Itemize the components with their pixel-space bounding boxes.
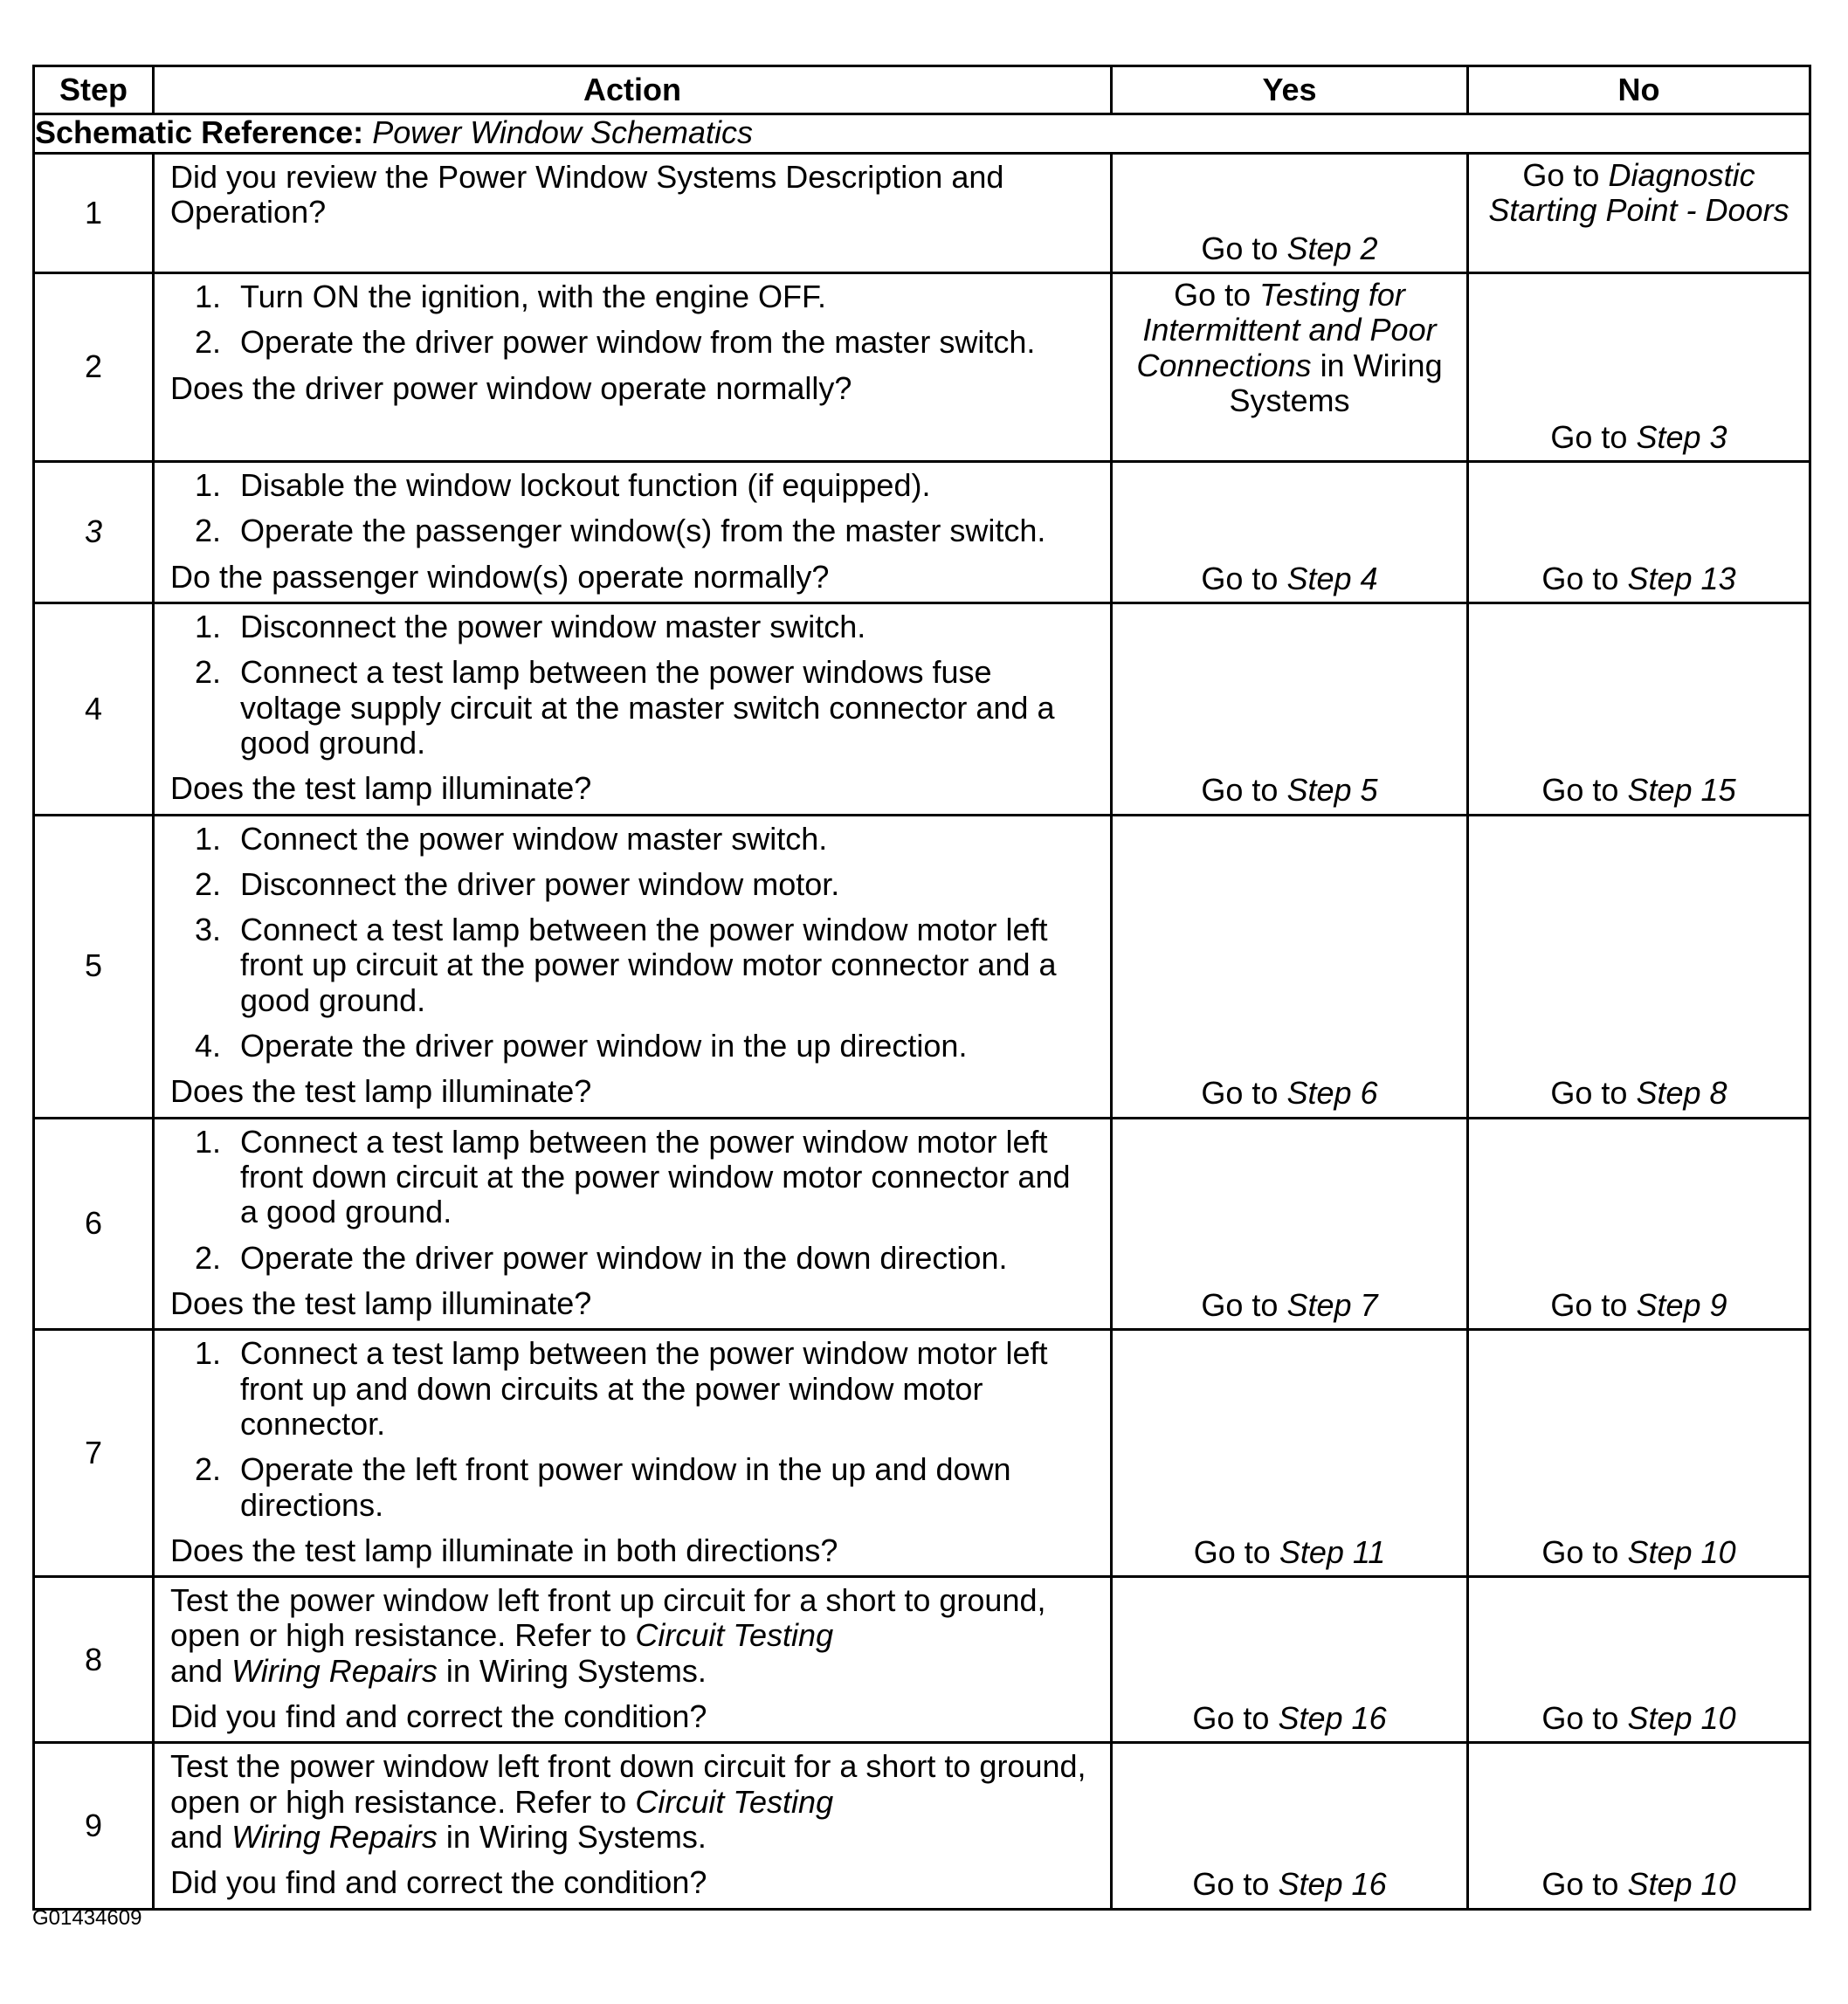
- step-number: 2: [34, 273, 154, 462]
- question-text: Does the test lamp illuminate?: [170, 1284, 592, 1321]
- substep: 1. Connect the power window master switch.: [195, 820, 828, 857]
- action-cell: [154, 1743, 1112, 1909]
- no-cell: [1468, 1118, 1810, 1330]
- wiring-repairs-link[interactable]: Wiring Repairs: [231, 1819, 438, 1855]
- schematic-reference: [34, 114, 1810, 154]
- yes-prefix: Go to: [1174, 277, 1252, 313]
- yes-prefix: Go to: [1193, 1533, 1271, 1570]
- circuit-testing-link[interactable]: Circuit Testing: [635, 1617, 834, 1654]
- substep-list: [170, 279, 1094, 361]
- header-no: No: [1468, 66, 1810, 114]
- no-prefix: Go to: [1541, 772, 1619, 809]
- yes-link[interactable]: Step 11: [1279, 1533, 1386, 1570]
- substep: 1. Disconnect the power window master switch.: [195, 608, 866, 644]
- table-row: [34, 462, 1810, 603]
- substep: 2. Operate the passenger window(s) from the master switch.: [195, 513, 1046, 549]
- step-number: 5: [34, 815, 154, 1118]
- substep: 2. Connect a test lamp between the power windows fuse voltage supply circuit at the master switch connector and a good ground.: [195, 654, 1055, 761]
- substep: 1. Disable the window lockout function (if equipped).: [195, 467, 931, 503]
- substep-list: [170, 468, 1094, 549]
- question-text: Does the test lamp illuminate in both directions?: [170, 1532, 838, 1568]
- substep: 2. Operate the driver power window in the down direction.: [195, 1239, 1008, 1276]
- action-cell: [154, 1330, 1112, 1577]
- no-cell: [1468, 273, 1810, 462]
- substep-list: [170, 609, 1094, 761]
- substep: 2. Disconnect the driver power window motor.: [195, 865, 840, 902]
- step-number: 1: [34, 154, 154, 273]
- no-link[interactable]: Diagnostic Starting Point - Doors: [1488, 157, 1789, 229]
- action-cell: [154, 1118, 1112, 1330]
- no-prefix: Go to: [1541, 1700, 1619, 1737]
- yes-prefix: Go to: [1201, 1075, 1279, 1112]
- yes-prefix: Go to: [1201, 1286, 1279, 1323]
- yes-cell: [1112, 1330, 1468, 1577]
- no-link[interactable]: Step 9: [1636, 1286, 1727, 1323]
- yes-link[interactable]: Step 2: [1286, 230, 1378, 266]
- substep: 3. Connect a test lamp between the power window motor left front up circuit at the power window motor connector and a good ground.: [195, 912, 1057, 1018]
- yes-cell: [1112, 273, 1468, 462]
- action-cell: [154, 273, 1112, 462]
- action-cell: [154, 154, 1112, 273]
- no-link[interactable]: Step 10: [1627, 1533, 1736, 1570]
- action-cell: [154, 603, 1112, 815]
- schematic-link[interactable]: Power Window Schematics: [372, 114, 754, 150]
- no-link[interactable]: Step 8: [1636, 1075, 1727, 1112]
- substep: 4. Operate the driver power window in the up direction.: [195, 1028, 968, 1064]
- header-step: Step: [34, 66, 154, 114]
- no-cell: [1468, 462, 1810, 603]
- header-yes: Yes: [1112, 66, 1468, 114]
- no-cell: [1468, 154, 1810, 273]
- no-cell: [1468, 1743, 1810, 1909]
- yes-cell: [1112, 462, 1468, 603]
- no-prefix: Go to: [1550, 1075, 1628, 1112]
- no-link[interactable]: Step 3: [1636, 418, 1727, 455]
- yes-link[interactable]: Step 16: [1278, 1866, 1387, 1903]
- no-cell: [1468, 1577, 1810, 1743]
- schematic-label: Schematic Reference:: [35, 114, 364, 150]
- substep-list: [170, 1125, 1094, 1276]
- figure-code: G01434609: [32, 1906, 142, 1930]
- question-text: Does the test lamp illuminate?: [170, 770, 592, 807]
- no-link[interactable]: Step 10: [1627, 1866, 1736, 1903]
- table-row: [34, 1118, 1810, 1330]
- no-link[interactable]: Step 15: [1627, 772, 1736, 809]
- step-number: 3: [34, 462, 154, 603]
- question-text: Do the passenger window(s) operate normally?: [170, 558, 830, 595]
- yes-link[interactable]: Step 7: [1286, 1286, 1378, 1323]
- yes-cell: [1112, 815, 1468, 1118]
- yes-link[interactable]: Testing for Intermittent and Poor Connections: [1136, 277, 1437, 383]
- table-row: [34, 815, 1810, 1118]
- no-prefix: Go to: [1541, 560, 1619, 596]
- question-text: Does the test lamp illuminate?: [170, 1073, 592, 1110]
- action-cell: [154, 462, 1112, 603]
- table-row: [34, 1743, 1810, 1909]
- step-number: 7: [34, 1330, 154, 1577]
- no-link[interactable]: Step 10: [1627, 1700, 1736, 1737]
- action-text: Test the power window left front down circuit for a short to ground, open or high resistance. Refer to Circuit Testing and Wiring Repairs in Wiring Systems.: [170, 1748, 1086, 1855]
- no-prefix: Go to: [1550, 418, 1628, 455]
- no-prefix: Go to: [1550, 1286, 1628, 1323]
- yes-cell: [1112, 603, 1468, 815]
- substep: 1. Connect a test lamp between the power window motor left front up and down circuits at the power window motor connector.: [195, 1335, 1048, 1442]
- circuit-testing-link[interactable]: Circuit Testing: [635, 1783, 834, 1820]
- substep-list: [170, 1336, 1094, 1523]
- no-cell: [1468, 1330, 1810, 1577]
- yes-cell: [1112, 1577, 1468, 1743]
- yes-prefix: Go to: [1201, 772, 1279, 809]
- no-prefix: Go to: [1541, 1533, 1619, 1570]
- no-cell: [1468, 603, 1810, 815]
- step-number: 9: [34, 1743, 154, 1909]
- no-prefix: Go to: [1541, 1866, 1619, 1903]
- yes-cell: [1112, 1743, 1468, 1909]
- question-text: Did you find and correct the condition?: [170, 1698, 707, 1735]
- yes-prefix: Go to: [1201, 230, 1279, 266]
- header-action: Action: [154, 66, 1112, 114]
- yes-link[interactable]: Step 5: [1286, 772, 1378, 809]
- question-text: Does the driver power window operate normally?: [170, 369, 852, 406]
- action-cell: [154, 1577, 1112, 1743]
- schematic-reference-row: [34, 114, 1810, 154]
- yes-cell: [1112, 154, 1468, 273]
- wiring-repairs-link[interactable]: Wiring Repairs: [231, 1652, 438, 1689]
- table-row: [34, 154, 1810, 273]
- substep-list: [170, 822, 1094, 1064]
- yes-prefix: Go to: [1201, 560, 1279, 596]
- action-cell: [154, 815, 1112, 1118]
- action-text: Test the power window left front up circuit for a short to ground, open or high resistance. Refer to Circuit Testing and Wiring Repairs in Wiring Systems.: [170, 1582, 1046, 1689]
- yes-suffix: in Wiring Systems: [1229, 347, 1443, 418]
- diagnostic-table: [32, 65, 1811, 1911]
- table-row: [34, 273, 1810, 462]
- step-number: 6: [34, 1118, 154, 1330]
- no-cell: [1468, 815, 1810, 1118]
- substep: 1. Turn ON the ignition, with the engine OFF.: [195, 279, 826, 314]
- table-row: [34, 1330, 1810, 1577]
- step-number: 4: [34, 603, 154, 815]
- yes-cell: [1112, 1118, 1468, 1330]
- table-header-row: [34, 66, 1810, 114]
- yes-prefix: Go to: [1192, 1700, 1270, 1737]
- step-number: 8: [34, 1577, 154, 1743]
- action-text: Did you review the Power Window Systems Description and Operation?: [170, 159, 1004, 231]
- yes-link[interactable]: Step 6: [1286, 1075, 1378, 1112]
- table-row: [34, 603, 1810, 815]
- yes-prefix: Go to: [1192, 1866, 1270, 1903]
- substep: 2. Operate the left front power window in the up and down directions.: [195, 1451, 1011, 1523]
- substep: 2. Operate the driver power window from the master switch.: [195, 324, 1036, 361]
- no-link[interactable]: Step 13: [1627, 560, 1736, 596]
- no-prefix: Go to: [1522, 157, 1600, 193]
- table-row: [34, 1577, 1810, 1743]
- yes-link[interactable]: Step 4: [1286, 560, 1378, 596]
- question-text: Did you find and correct the condition?: [170, 1864, 707, 1901]
- yes-link[interactable]: Step 16: [1278, 1700, 1387, 1737]
- substep: 1. Connect a test lamp between the power window motor left front down circuit at the power window motor connector and a good ground.: [195, 1123, 1071, 1230]
